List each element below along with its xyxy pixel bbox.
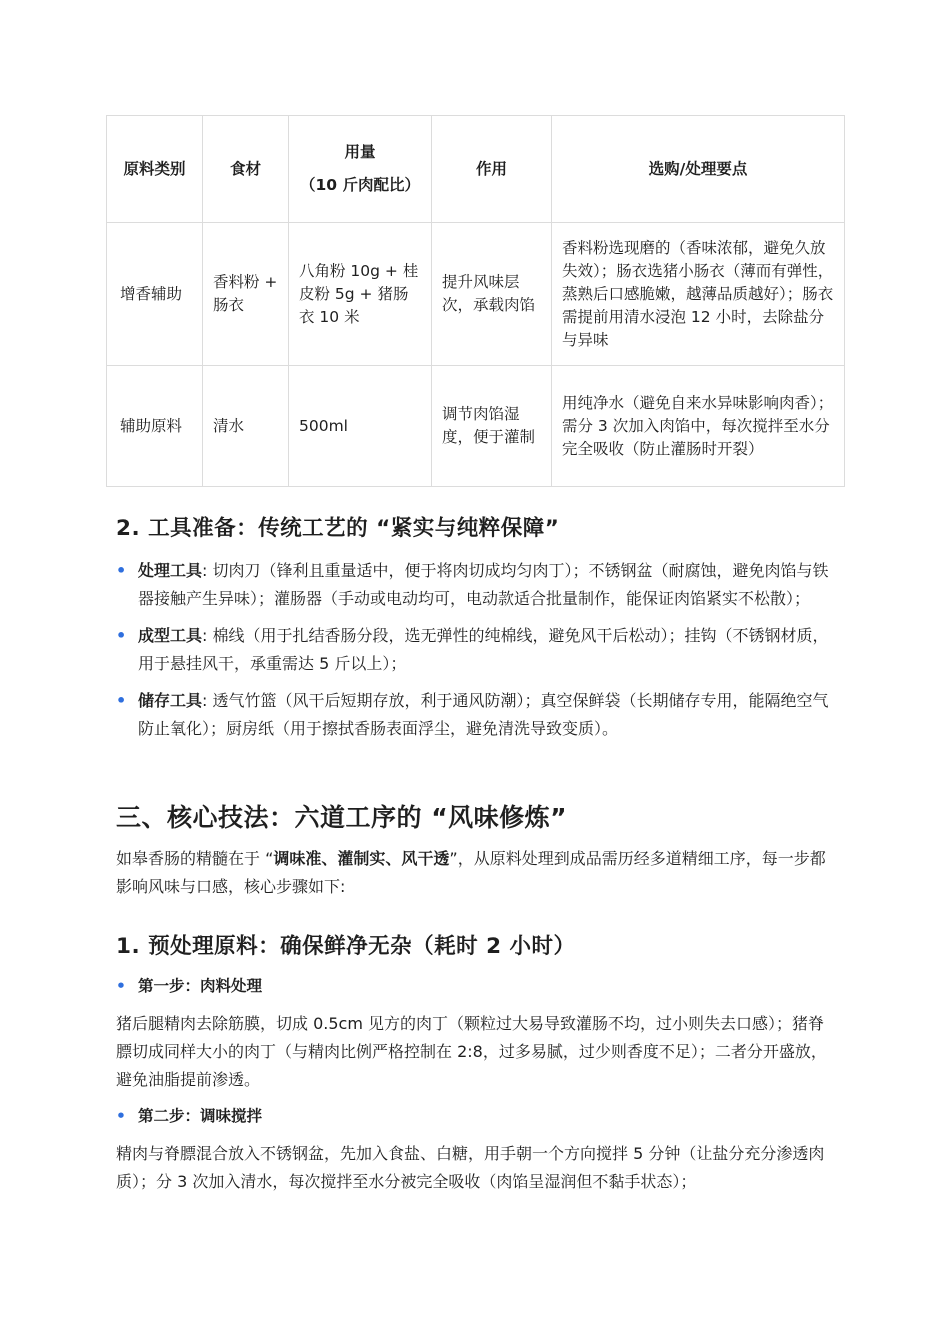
header-ingredient: 食材 [203, 116, 289, 223]
step-2-heading [116, 1104, 262, 1128]
list-item [116, 687, 832, 743]
intro-after: ”，从原料处理到成品需历经多道精细工序，每一步都影响风味与口感，核心步骤如下: [116, 849, 826, 896]
tools-list [116, 557, 832, 752]
list-item [116, 557, 832, 613]
section-title-core: 三、核心技法：六道工序的 “风味修炼” [116, 803, 568, 832]
cell-tips: 用纯净水（避免自来水异味影响肉香）；需分 3 次加入肉馅中，每次搅拌至水分完全吸收（防止灌肠时开裂） [552, 366, 845, 487]
item-label: 处理工具 [138, 561, 203, 580]
intro-bold: 调味准、灌制实、风干透 [273, 849, 450, 868]
item-sep: : [202, 561, 213, 580]
section-title-tools: 2. 工具准备：传统工艺的 “紧实与纯粹保障” [116, 516, 560, 541]
step-2-text: 精肉与脊膘混合放入不锈钢盆，先加入食盐、白糖，用手朝一个方向搅拌 5 分钟（让盐分充分渗透肉质）；分 3 次加入清水，每次搅拌至水分被完全吸收（肉馅呈湿润但不黏手状态）； [116, 1144, 825, 1191]
header-quantity-main: 用量 [344, 143, 376, 161]
intro-before: 如皋香肠的精髓在于 “ [116, 849, 274, 868]
item-sep: : [202, 626, 213, 645]
cell-purpose: 提升风味层次，承载肉馅 [432, 223, 552, 366]
cell-category: 增香辅助 [107, 223, 203, 366]
step-1-label: 第一步：肉料处理 [138, 977, 263, 995]
step-2-label: 第二步：调味搅拌 [138, 1107, 263, 1125]
cell-purpose: 调节肉馅湿度，便于灌制 [432, 366, 552, 487]
bullet-icon: • [116, 977, 126, 995]
cell-ingredient: 清水 [203, 366, 289, 487]
cell-ingredient: 香料粉 + 肠衣 [203, 223, 289, 366]
bullet-icon: • [116, 691, 127, 710]
table-row [107, 223, 845, 366]
table-row [107, 366, 845, 487]
header-category: 原料类别 [107, 116, 203, 223]
item-sep: : [202, 691, 213, 710]
core-intro [116, 845, 834, 901]
item-label: 储存工具 [138, 691, 203, 710]
bullet-icon: • [116, 626, 127, 645]
ingredient-table [106, 115, 845, 487]
item-text: 切肉刀（锋利且重量适中，便于将肉切成均匀肉丁）；不锈钢盆（耐腐蚀，避免肉馅与铁器接触产生异味）；灌肠器（手动或电动均可，电动款适合批量制作，能保证肉馅紧实不松散）； [138, 561, 829, 608]
bullet-icon: • [116, 1107, 126, 1125]
list-item [116, 622, 832, 678]
header-quantity [289, 116, 432, 223]
section-title-preprocess: 1. 预处理原料：确保鲜净无杂（耗时 2 小时） [116, 934, 576, 959]
cell-quantity: 八角粉 10g + 桂皮粉 5g + 猪肠衣 10 米 [289, 223, 432, 366]
step-1-text: 猪后腿精肉去除筋膜，切成 0.5cm 见方的肉丁（颗粒过大易导致灌肠不均，过小则失去口感）；猪脊膘切成同样大小的肉丁（与精肉比例严格控制在 2:8，过多易腻，过少则香度不足）；二者分开盛放，避免油脂提前渗透。 [116, 1014, 827, 1089]
header-tips: 选购/处理要点 [552, 116, 845, 223]
item-text: 透气竹篮（风干后短期存放，利于通风防潮）；真空保鲜袋（长期储存专用，能隔绝空气防止氧化）；厨房纸（用于擦拭香肠表面浮尘，避免清洗导致变质）。 [138, 691, 829, 738]
cell-category: 辅助原料 [107, 366, 203, 487]
item-label: 成型工具 [138, 626, 203, 645]
bullet-icon: • [116, 561, 127, 580]
cell-tips: 香料粉选现磨的（香味浓郁，避免久放失效）；肠衣选猪小肠衣（薄而有弹性，蒸熟后口感脆嫩，越薄品质越好）；肠衣需提前用清水浸泡 12 小时，去除盐分与异味 [552, 223, 845, 366]
table-header-row [107, 116, 845, 223]
header-quantity-sub: （10 斤肉配比） [300, 176, 420, 194]
step-1-heading [116, 974, 262, 998]
item-text: 棉线（用于扎结香肠分段，选无弹性的纯棉线，避免风干后松动）；挂钩（不锈钢材质，用于悬挂风干，承重需达 5 斤以上）； [138, 626, 829, 673]
cell-quantity: 500ml [289, 366, 432, 487]
header-purpose: 作用 [432, 116, 552, 223]
